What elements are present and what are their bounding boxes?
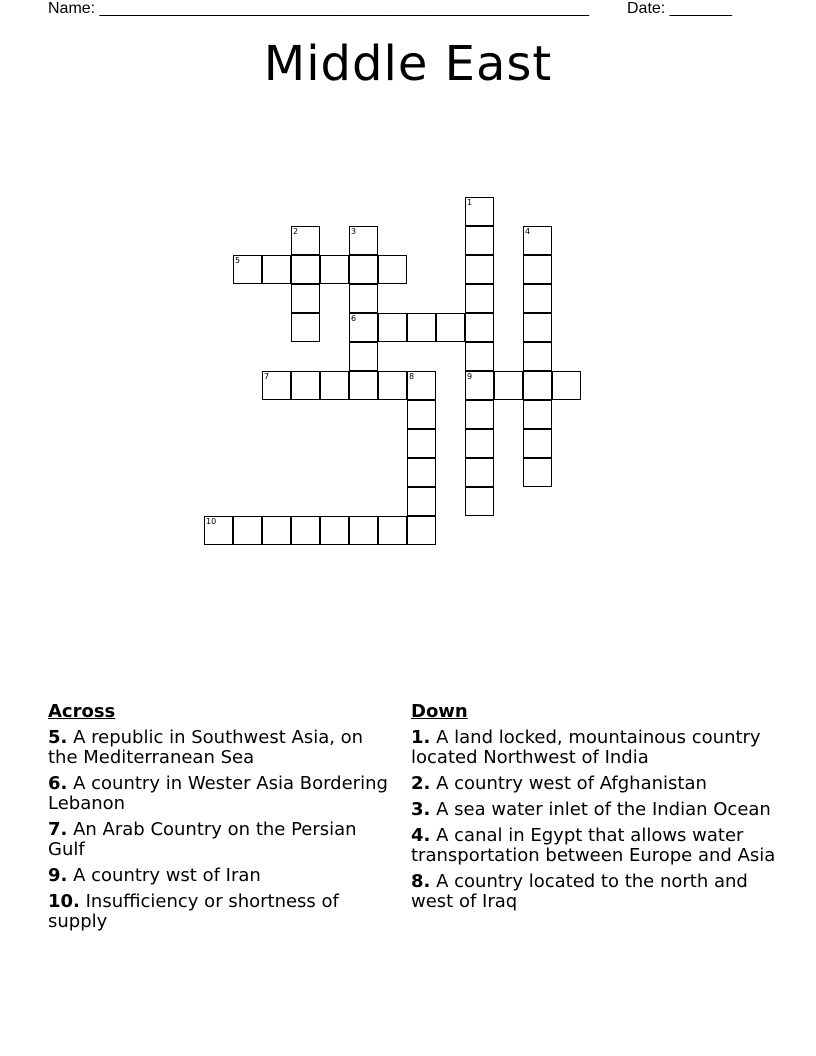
grid-cell[interactable]: [523, 371, 552, 400]
down-clues: [411, 702, 781, 918]
grid-cell[interactable]: [349, 342, 378, 371]
name-field-line[interactable]: Name: _______________________________________________________: [48, 0, 589, 17]
clue-across-9: [48, 866, 388, 886]
grid-cell[interactable]: [523, 429, 552, 458]
grid-cell[interactable]: [262, 516, 291, 545]
grid-cell[interactable]: [378, 371, 407, 400]
grid-cell[interactable]: [233, 516, 262, 545]
clue-down-1: [411, 728, 781, 768]
clue-across-6: [48, 774, 388, 814]
grid-cell[interactable]: [494, 371, 523, 400]
cell-number: 4: [525, 227, 531, 236]
cell-number: 10: [206, 517, 217, 526]
grid-cell[interactable]: [320, 255, 349, 284]
clue-text: Insufficiency or shortness of supply: [48, 891, 339, 932]
clue-text: A land locked, mountainous country located Northwest of India: [411, 727, 761, 768]
clue-number: 8.: [411, 871, 431, 892]
grid-cell[interactable]: [552, 371, 581, 400]
clue-text: An Arab Country on the Persian Gulf: [48, 819, 357, 860]
grid-cell-6[interactable]: [349, 313, 378, 342]
grid-cell[interactable]: [523, 284, 552, 313]
grid-cell[interactable]: [407, 313, 436, 342]
grid-cell[interactable]: [523, 458, 552, 487]
grid-cell-1[interactable]: [465, 197, 494, 226]
cell-number: 7: [264, 372, 270, 381]
cell-number: 2: [293, 227, 299, 236]
grid-cell[interactable]: [523, 400, 552, 429]
clue-number: 9.: [48, 865, 68, 886]
grid-cell[interactable]: [465, 429, 494, 458]
grid-cell-8[interactable]: [407, 371, 436, 400]
clue-down-8: [411, 872, 781, 912]
clue-down-3: [411, 800, 781, 820]
clue-text: A country in Wester Asia Bordering Lebanon: [48, 773, 388, 814]
cell-number: 9: [467, 372, 473, 381]
grid-cell[interactable]: [262, 255, 291, 284]
grid-cell[interactable]: [320, 516, 349, 545]
grid-cell[interactable]: [291, 284, 320, 313]
grid-cell[interactable]: [523, 342, 552, 371]
clue-number: 3.: [411, 799, 431, 820]
clue-text: A sea water inlet of the Indian Ocean: [436, 799, 771, 820]
grid-cell[interactable]: [465, 255, 494, 284]
clue-number: 5.: [48, 727, 68, 748]
grid-cell[interactable]: [407, 458, 436, 487]
clue-down-4: [411, 826, 781, 866]
clue-down-2: [411, 774, 781, 794]
cell-number: 6: [351, 314, 357, 323]
grid-cell[interactable]: [349, 371, 378, 400]
cell-number: 8: [409, 372, 415, 381]
grid-cell[interactable]: [349, 255, 378, 284]
grid-cell[interactable]: [436, 313, 465, 342]
grid-cell[interactable]: [407, 400, 436, 429]
clue-number: 4.: [411, 825, 431, 846]
grid-cell[interactable]: [378, 516, 407, 545]
clue-across-5: [48, 728, 388, 768]
grid-cell[interactable]: [378, 313, 407, 342]
grid-cell-9[interactable]: [465, 371, 494, 400]
grid-cell[interactable]: [349, 516, 378, 545]
grid-cell-3[interactable]: [349, 226, 378, 255]
grid-cell[interactable]: [465, 226, 494, 255]
clue-number: 7.: [48, 819, 68, 840]
grid-cell[interactable]: [349, 284, 378, 313]
clue-across-10: [48, 892, 388, 932]
grid-cell[interactable]: [407, 516, 436, 545]
clue-number: 10.: [48, 891, 80, 912]
clue-number: 2.: [411, 773, 431, 794]
grid-cell[interactable]: [407, 429, 436, 458]
down-heading: Down: [411, 701, 468, 722]
grid-cell[interactable]: [465, 284, 494, 313]
grid-cell[interactable]: [523, 255, 552, 284]
cell-number: 1: [467, 198, 473, 207]
grid-cell-10[interactable]: [204, 516, 233, 545]
grid-cell-7[interactable]: [262, 371, 291, 400]
grid-cell[interactable]: [465, 342, 494, 371]
grid-cell[interactable]: [291, 313, 320, 342]
grid-cell[interactable]: [407, 487, 436, 516]
clue-across-7: [48, 820, 388, 860]
grid-cell-5[interactable]: [233, 255, 262, 284]
clue-text: A country located to the north and west of Iraq: [411, 871, 748, 912]
clue-number: 1.: [411, 727, 431, 748]
cell-number: 5: [235, 256, 241, 265]
grid-cell[interactable]: [320, 371, 349, 400]
clue-text: A country wst of Iran: [73, 865, 261, 886]
across-heading: Across: [48, 701, 116, 722]
grid-cell[interactable]: [465, 487, 494, 516]
across-clues: [48, 702, 388, 938]
grid-cell[interactable]: [523, 313, 552, 342]
date-field-line[interactable]: Date: _______: [627, 0, 732, 17]
grid-cell[interactable]: [465, 458, 494, 487]
clue-text: A republic in Southwest Asia, on the Mediterranean Sea: [48, 727, 364, 768]
grid-cell[interactable]: [465, 400, 494, 429]
grid-cell[interactable]: [378, 255, 407, 284]
clue-text: A country west of Afghanistan: [436, 773, 707, 794]
page-title: Middle East: [263, 36, 553, 92]
grid-cell[interactable]: [291, 371, 320, 400]
grid-cell[interactable]: [291, 516, 320, 545]
grid-cell[interactable]: [291, 255, 320, 284]
grid-cell[interactable]: [465, 313, 494, 342]
grid-cell-2[interactable]: [291, 226, 320, 255]
cell-number: 3: [351, 227, 357, 236]
clue-number: 6.: [48, 773, 68, 794]
grid-cell-4[interactable]: [523, 226, 552, 255]
clue-text: A canal in Egypt that allows water transportation between Europe and Asia: [411, 825, 776, 866]
